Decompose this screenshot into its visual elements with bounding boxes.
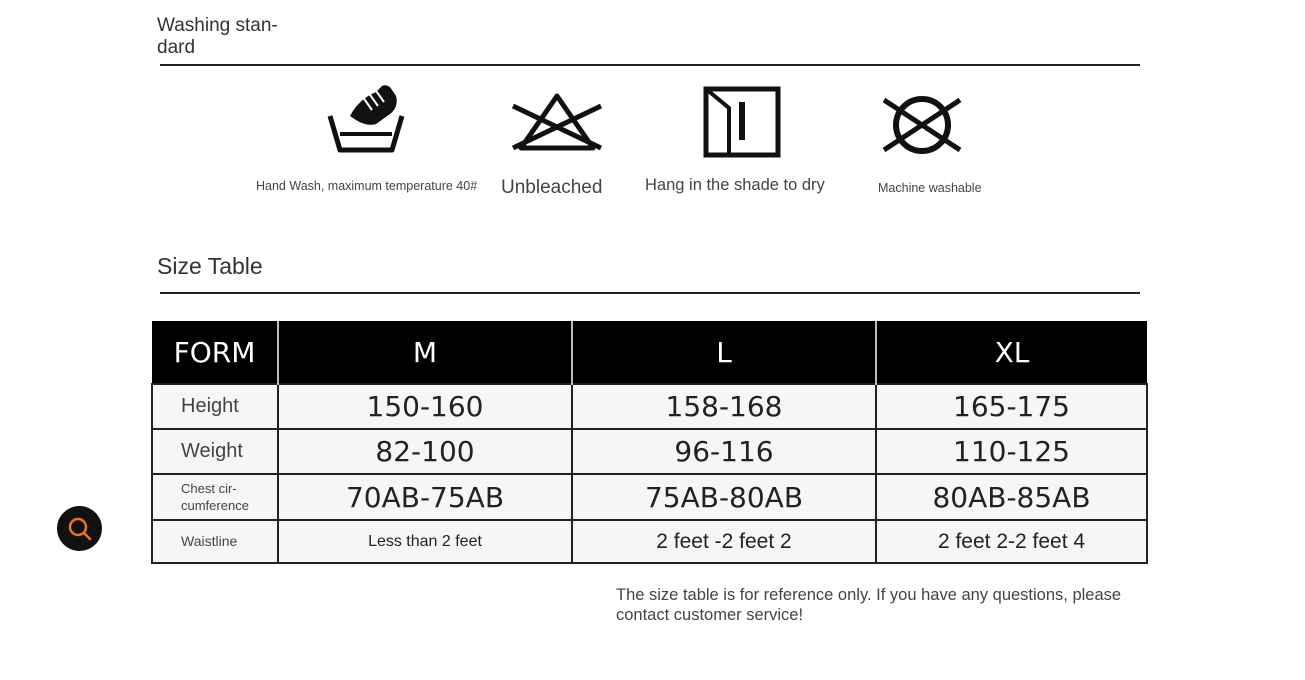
table-cell: 80AB-85AB <box>876 474 1147 520</box>
hand-wash-icon <box>326 82 406 156</box>
row-label-waistline: Waistline <box>152 520 278 563</box>
table-row <box>152 474 1147 520</box>
section-divider <box>160 64 1140 66</box>
table-cell: 150-160 <box>278 384 572 429</box>
table-cell: Less than 2 feet <box>278 520 572 563</box>
table-row <box>152 429 1147 474</box>
no-bleach-icon <box>509 92 605 152</box>
search-button[interactable] <box>57 506 102 551</box>
washing-standard-title: Washing stan- dard <box>157 15 278 58</box>
shade-dry-label: Hang in the shade to dry <box>645 176 825 194</box>
column-header-l: L <box>572 321 876 384</box>
size-table-title: Size Table <box>157 253 263 279</box>
table-cell: 158-168 <box>572 384 876 429</box>
section-divider <box>160 292 1140 294</box>
machine-wash-label: Machine washable <box>878 181 982 195</box>
search-icon <box>67 516 93 542</box>
row-label-weight: Weight <box>152 429 278 474</box>
column-header-m: M <box>278 321 572 384</box>
table-cell: 2 feet 2-2 feet 4 <box>876 520 1147 563</box>
table-row <box>152 520 1147 563</box>
row-label-height: Height <box>152 384 278 429</box>
size-note: The size table is for reference only. If you have any questions, please contact customer service! <box>616 586 1122 624</box>
table-cell: 75AB-80AB <box>572 474 876 520</box>
table-cell: 82-100 <box>278 429 572 474</box>
table-cell: 70AB-75AB <box>278 474 572 520</box>
row-label-chest: Chest cir- cumference <box>152 474 278 520</box>
no-tumble-dry-icon <box>880 92 964 158</box>
table-header-row <box>152 321 1147 384</box>
table-cell: 2 feet -2 feet 2 <box>572 520 876 563</box>
no-bleach-label: Unbleached <box>501 177 603 198</box>
column-header-form: FORM <box>152 321 278 384</box>
hand-wash-label: Hand Wash, maximum temperature 40# <box>256 179 478 193</box>
table-row <box>152 384 1147 429</box>
table-cell: 165-175 <box>876 384 1147 429</box>
size-table <box>151 321 1148 564</box>
table-cell: 96-116 <box>572 429 876 474</box>
table-cell: 110-125 <box>876 429 1147 474</box>
shade-dry-icon <box>703 86 781 158</box>
column-header-xl: XL <box>876 321 1147 384</box>
